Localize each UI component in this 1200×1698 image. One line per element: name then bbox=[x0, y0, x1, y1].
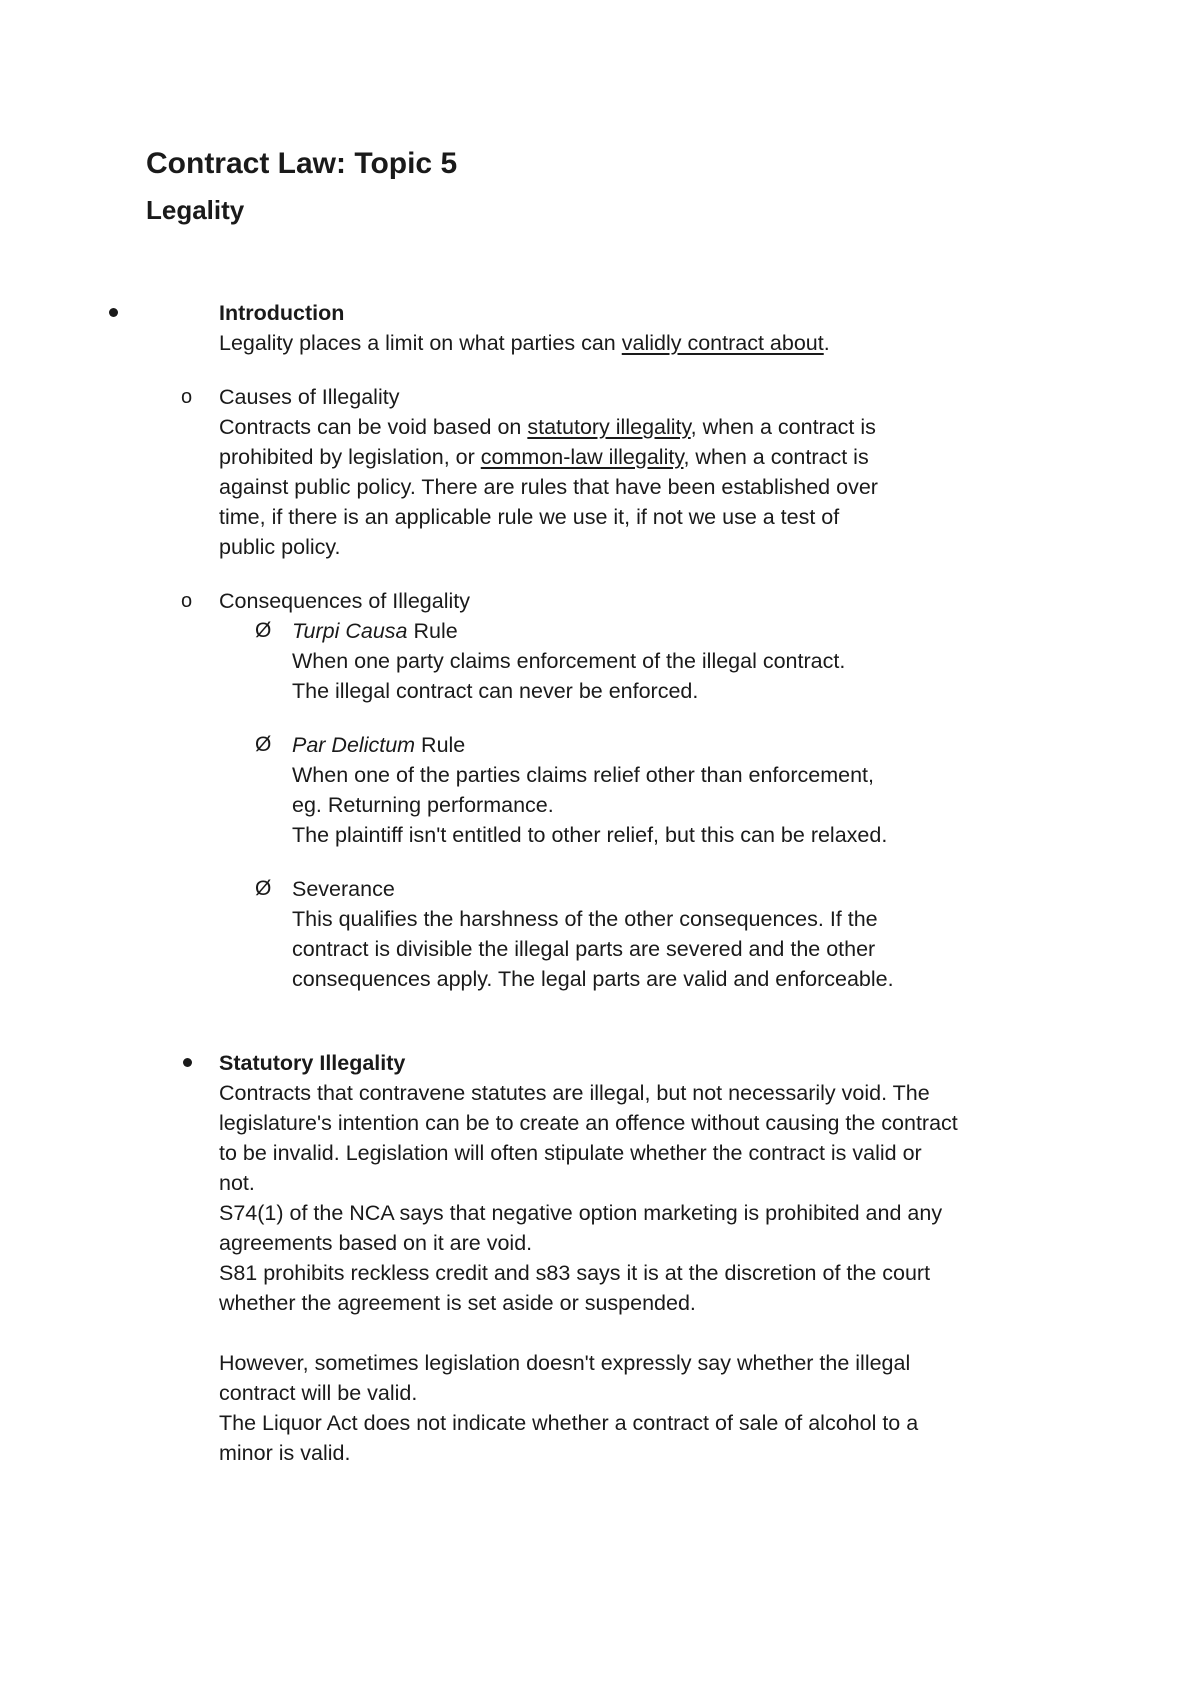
statutory-line: whether the agreement is set aside or suspended. bbox=[219, 1291, 696, 1315]
statutory-line: minor is valid. bbox=[219, 1441, 351, 1465]
causes-line-5: public policy. bbox=[219, 535, 341, 559]
causes-heading: Causes of Illegality bbox=[219, 385, 400, 409]
causes-p2: , when a contract is bbox=[690, 415, 876, 439]
consequence-title-rest: Rule bbox=[407, 619, 458, 643]
causes-p4: , when a contract is bbox=[683, 445, 869, 469]
statutory-line: to be invalid. Legislation will often stipulate whether the contract is valid or bbox=[219, 1141, 922, 1165]
consequence-line: eg. Returning performance. bbox=[292, 793, 554, 817]
arrow-bullet-icon: Ø bbox=[255, 877, 272, 900]
consequence-title bbox=[292, 730, 1127, 760]
causes-p1: Contracts can be void based on bbox=[219, 415, 528, 439]
section-consequences bbox=[73, 586, 1127, 994]
bullet-dot-icon bbox=[183, 1058, 192, 1067]
statutory-line: The Liquor Act does not indicate whether a contract of sale of alcohol to a bbox=[219, 1411, 919, 1435]
consequence-line: The illegal contract can never be enforced. bbox=[292, 679, 699, 703]
introduction-text bbox=[219, 328, 1200, 358]
causes-line-1 bbox=[219, 412, 1127, 442]
causes-p3: prohibited by legislation, or bbox=[219, 445, 481, 469]
introduction-text-before: Legality places a limit on what parties can bbox=[219, 331, 622, 355]
consequence-title bbox=[292, 874, 1127, 904]
circle-bullet-icon: o bbox=[181, 386, 193, 408]
statutory-line: legislature's intention can be to create an offence without causing the contract bbox=[219, 1111, 958, 1135]
consequence-item-turpi-causa bbox=[219, 616, 1127, 706]
consequence-line: This qualifies the harshness of the other consequences. If the bbox=[292, 907, 878, 931]
statutory-line: not. bbox=[219, 1171, 255, 1195]
consequence-line: When one party claims enforcement of the illegal contract. bbox=[292, 649, 846, 673]
consequence-line: When one of the parties claims relief other than enforcement, bbox=[292, 763, 875, 787]
statutory-line: However, sometimes legislation doesn't expressly say whether the illegal bbox=[219, 1351, 911, 1375]
causes-underline-statutory: statutory illegality bbox=[527, 415, 691, 439]
statutory-line: contract will be valid. bbox=[219, 1381, 418, 1405]
consequence-title-italic: Turpi Causa bbox=[292, 619, 408, 643]
causes-line-4: time, if there is an applicable rule we use it, if not we use a test of bbox=[219, 505, 840, 529]
document-title: Contract Law: Topic 5 bbox=[146, 147, 458, 180]
circle-bullet-icon: o bbox=[181, 590, 193, 612]
statutory-line: Contracts that contravene statutes are illegal, but not necessarily void. The bbox=[219, 1081, 930, 1105]
consequence-item-severance bbox=[219, 874, 1127, 994]
statutory-line: S81 prohibits reckless credit and s83 says it is at the discretion of the court bbox=[219, 1261, 931, 1285]
consequence-title-rest: Rule bbox=[415, 733, 466, 757]
consequences-heading: Consequences of Illegality bbox=[219, 589, 470, 613]
causes-underline-common-law: common-law illegality bbox=[480, 445, 684, 469]
section-statutory-illegality bbox=[146, 1048, 1200, 1468]
bullet-dot-icon bbox=[109, 308, 118, 317]
consequence-line: The plaintiff isn't entitled to other relief, but this can be relaxed. bbox=[292, 823, 888, 847]
statutory-line: agreements based on it are void. bbox=[219, 1231, 533, 1255]
consequence-line: contract is divisible the illegal parts are severed and the other bbox=[292, 937, 876, 961]
introduction-text-after: . bbox=[823, 331, 830, 355]
causes-line-2 bbox=[219, 442, 1127, 472]
consequence-line: consequences apply. The legal parts are valid and enforceable. bbox=[292, 967, 894, 991]
consequence-item-par-delictum bbox=[219, 730, 1127, 850]
section-causes bbox=[73, 382, 1127, 562]
consequence-title bbox=[292, 616, 1127, 646]
arrow-bullet-icon: Ø bbox=[255, 619, 272, 642]
causes-line-3: against public policy. There are rules that have been established over bbox=[219, 475, 878, 499]
document-subtitle: Legality bbox=[146, 195, 245, 225]
consequence-title-rest: Severance bbox=[292, 877, 395, 901]
section-introduction bbox=[146, 298, 1200, 358]
statutory-heading: Statutory Illegality bbox=[219, 1051, 406, 1075]
consequence-title-italic: Par Delictum bbox=[292, 733, 416, 757]
statutory-line: S74(1) of the NCA says that negative option marketing is prohibited and any bbox=[219, 1201, 943, 1225]
arrow-bullet-icon: Ø bbox=[255, 733, 272, 756]
introduction-heading: Introduction bbox=[219, 301, 345, 325]
introduction-underlined: validly contract about bbox=[621, 331, 824, 355]
